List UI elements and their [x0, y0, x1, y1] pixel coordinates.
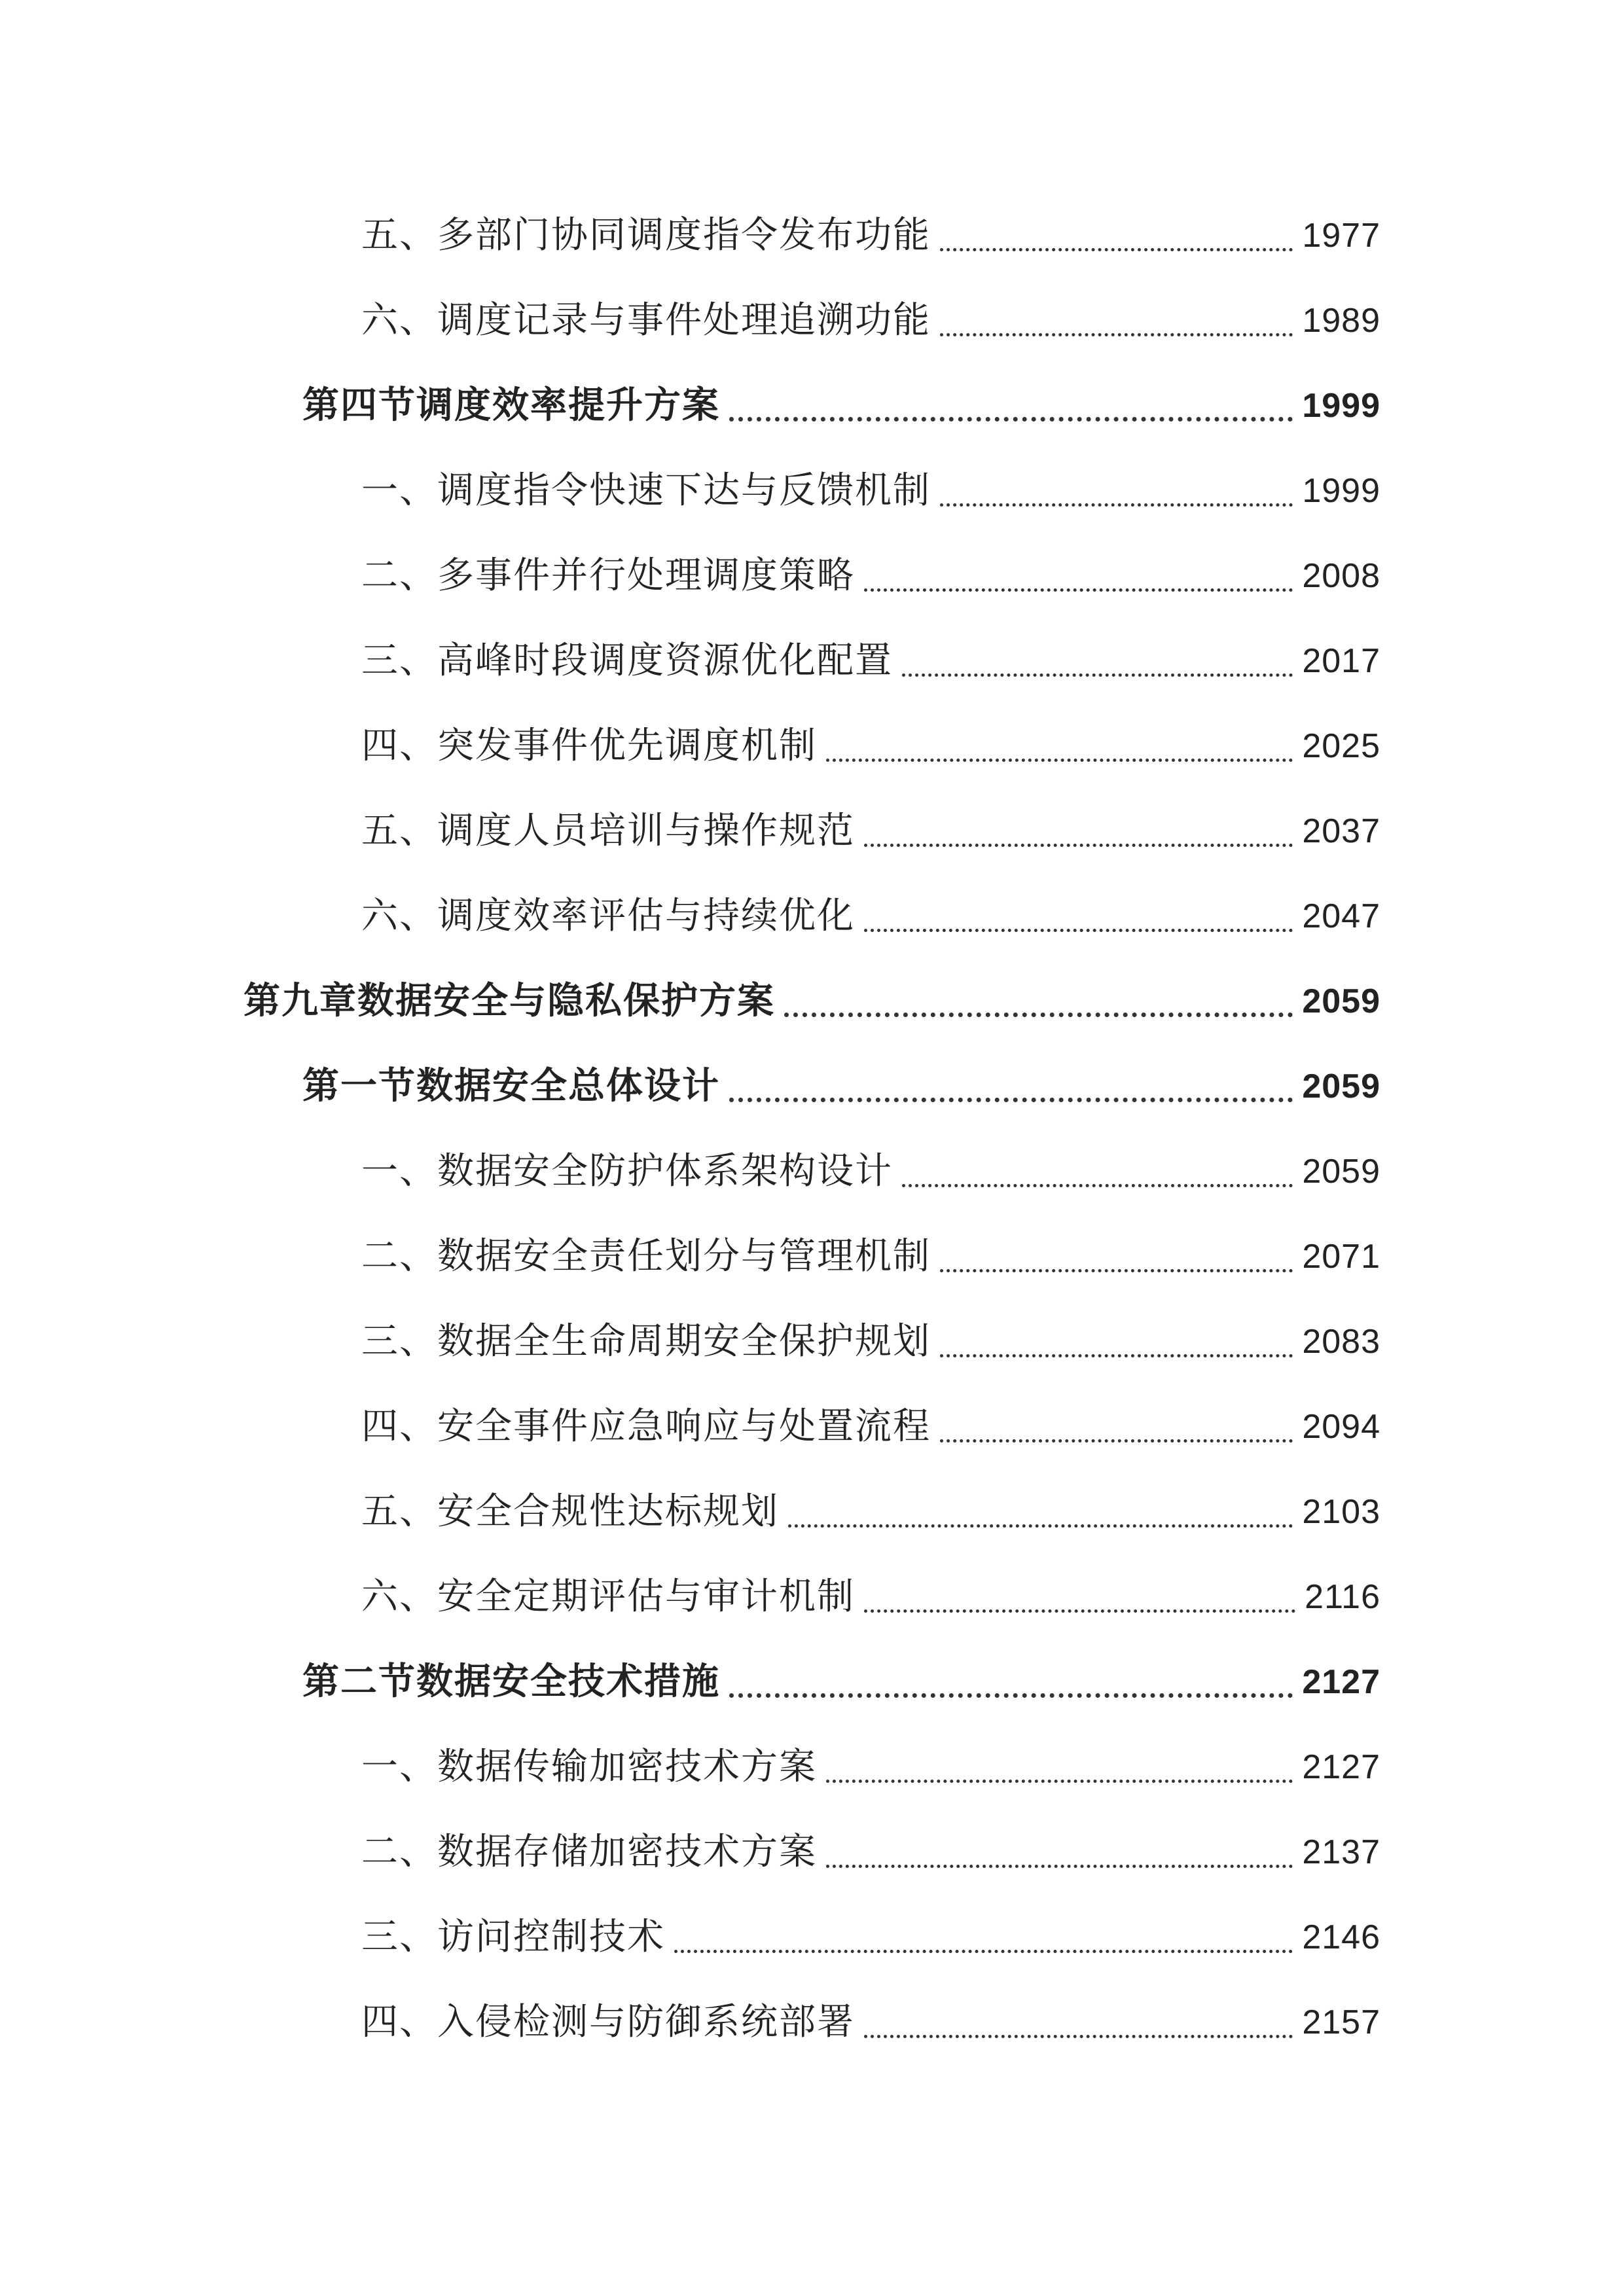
toc-page-number: 2025 — [1302, 727, 1380, 765]
toc-page-number: 1977 — [1302, 217, 1380, 255]
toc-entry[interactable] — [361, 466, 1380, 516]
toc-dot-leader — [940, 1354, 1293, 1357]
toc-page-number: 2059 — [1302, 1067, 1380, 1105]
toc-entry[interactable] — [361, 1742, 1380, 1792]
toc-section-entry[interactable] — [302, 381, 1380, 431]
toc-page-number: 2059 — [1302, 982, 1380, 1020]
toc-entry-title: 第二节数据安全技术措施 — [302, 1660, 720, 1703]
toc-entry-title: 二、数据安全责任划分与管理机制 — [361, 1235, 931, 1278]
toc-entry[interactable] — [361, 806, 1380, 856]
toc-entry-title: 三、数据全生命周期安全保护规划 — [361, 1320, 931, 1363]
toc-page-number: 2071 — [1302, 1238, 1380, 1276]
toc-page-number: 2059 — [1302, 1153, 1380, 1191]
toc-page-number: 2083 — [1302, 1323, 1380, 1361]
toc-entry[interactable] — [361, 1998, 1380, 2047]
toc-entry-title: 第一节数据安全总体设计 — [302, 1065, 720, 1107]
toc-dot-leader — [864, 1609, 1295, 1613]
toc-entry[interactable] — [361, 1827, 1380, 1877]
toc-entry[interactable] — [361, 891, 1380, 941]
toc-dot-leader — [826, 1865, 1293, 1868]
toc-dot-leader — [674, 1950, 1293, 1953]
toc-page-number: 2037 — [1302, 812, 1380, 850]
toc-dot-leader — [826, 1780, 1293, 1783]
toc-entry[interactable] — [361, 1912, 1380, 1962]
toc-entry-title: 二、多事件并行处理调度策略 — [361, 554, 855, 597]
toc-page-number: 1999 — [1302, 472, 1380, 510]
toc-dot-leader — [940, 248, 1293, 251]
toc-entry[interactable] — [361, 1402, 1380, 1452]
toc-entry-title: 第四节调度效率提升方案 — [302, 384, 720, 427]
toc-entry[interactable] — [361, 296, 1380, 346]
toc-dot-leader — [729, 1693, 1293, 1698]
toc-dot-leader — [902, 673, 1293, 677]
toc-entry[interactable] — [361, 1147, 1380, 1196]
toc-entry-title: 五、安全合规性达标规划 — [361, 1490, 779, 1533]
toc-page-number: 1999 — [1302, 387, 1380, 425]
toc-dot-leader — [729, 1098, 1293, 1102]
toc-page-number: 1989 — [1302, 302, 1380, 340]
toc-entry-title: 一、数据安全防护体系架构设计 — [361, 1150, 893, 1193]
toc-section-entry[interactable] — [302, 1062, 1380, 1111]
toc-dot-leader — [902, 1184, 1293, 1187]
toc-entry-title: 三、高峰时段调度资源优化配置 — [361, 639, 893, 682]
toc-entry[interactable] — [361, 211, 1380, 260]
toc-entry-title: 五、调度人员培训与操作规范 — [361, 810, 855, 852]
toc-entry[interactable] — [361, 551, 1380, 601]
toc-page-number: 2137 — [1302, 1833, 1380, 1871]
toc-dot-leader — [784, 1013, 1293, 1017]
toc-page-number: 2127 — [1302, 1748, 1380, 1786]
toc-entry-title: 六、调度效率评估与持续优化 — [361, 895, 855, 937]
toc-section-entry[interactable] — [302, 1657, 1380, 1707]
toc-dot-leader — [864, 929, 1293, 932]
toc-entry-title: 四、突发事件优先调度机制 — [361, 725, 817, 767]
toc-page-number: 2103 — [1302, 1493, 1380, 1531]
toc-page-number: 2127 — [1302, 1663, 1380, 1701]
toc-dot-leader — [788, 1524, 1293, 1528]
toc-entry-title: 一、调度指令快速下达与反馈机制 — [361, 469, 931, 512]
toc-page-number: 2146 — [1302, 1918, 1380, 1956]
toc-entry[interactable] — [361, 1232, 1380, 1282]
toc-entry-title: 三、访问控制技术 — [361, 1916, 665, 1958]
toc-dot-leader — [729, 417, 1293, 422]
toc-page-number: 2008 — [1302, 557, 1380, 595]
toc-entry-title: 六、安全定期评估与审计机制 — [361, 1575, 855, 1618]
toc-entry-title: 六、调度记录与事件处理追溯功能 — [361, 299, 931, 342]
toc-entry[interactable] — [361, 636, 1380, 686]
toc-dot-leader — [864, 588, 1293, 592]
toc-page-number: 2094 — [1302, 1408, 1380, 1446]
toc-dot-leader — [940, 503, 1293, 507]
toc-dot-leader — [864, 844, 1293, 847]
toc-entry[interactable] — [361, 1572, 1380, 1622]
toc-page-number: 2047 — [1302, 897, 1380, 935]
toc-page-number: 2157 — [1302, 2003, 1380, 2041]
toc-entry-title: 一、数据传输加密技术方案 — [361, 1746, 817, 1788]
toc-entry[interactable] — [361, 1487, 1380, 1537]
toc-dot-leader — [940, 333, 1293, 336]
toc-entry[interactable] — [361, 721, 1380, 771]
toc-dot-leader — [864, 2035, 1293, 2038]
toc-dot-leader — [940, 1269, 1293, 1272]
toc-dot-leader — [940, 1439, 1293, 1443]
toc-page-number: 2116 — [1305, 1578, 1380, 1616]
toc-page-number: 2017 — [1302, 642, 1380, 680]
toc-chapter-entry[interactable] — [244, 977, 1380, 1026]
toc-entry-title: 五、多部门协同调度指令发布功能 — [361, 214, 931, 257]
toc-dot-leader — [826, 759, 1293, 762]
toc-entry-title: 四、安全事件应急响应与处置流程 — [361, 1405, 931, 1448]
toc-entry[interactable] — [361, 1317, 1380, 1367]
toc-entry-title: 四、入侵检测与防御系统部署 — [361, 2001, 855, 2043]
toc-entry-title: 二、数据存储加密技术方案 — [361, 1831, 817, 1873]
toc-entry-title: 第九章数据安全与隐私保护方案 — [244, 980, 775, 1022]
